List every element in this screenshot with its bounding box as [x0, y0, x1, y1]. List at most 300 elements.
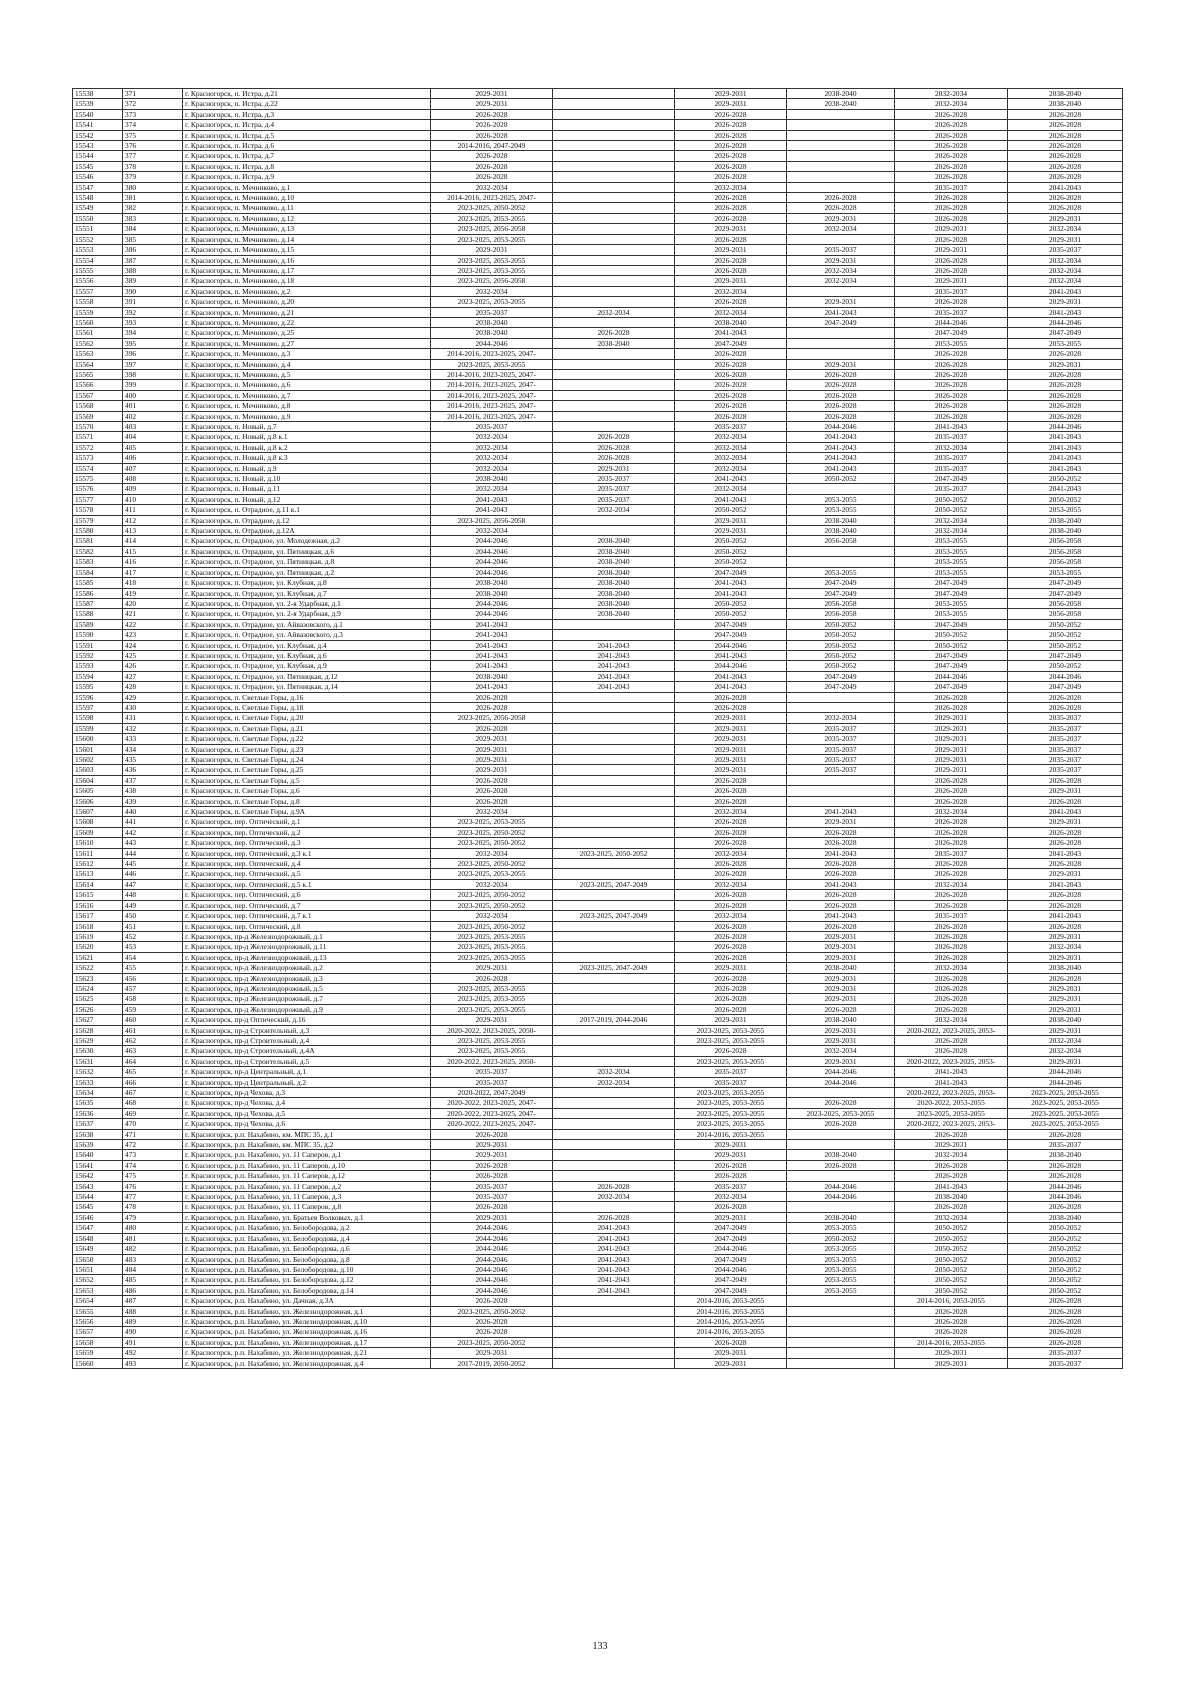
period-3-cell: 2023-2025, 2053-2055	[675, 1088, 787, 1098]
registry-number-cell: 15569	[73, 411, 123, 421]
period-5-cell: 2047-2049	[895, 661, 1008, 671]
address-cell: г. Красногорск, п. Отрадное, ул. Пятницкая, д.8	[183, 557, 431, 567]
period-3-cell: 2026-2028	[675, 900, 787, 910]
period-5-cell: 2035-2037	[895, 307, 1008, 317]
address-cell: г. Красногорск, пр-д Строительный, д.4	[183, 1035, 431, 1045]
address-cell: г. Красногорск, р.п. Нахабино, ул. Железнодорожная, д.1	[183, 1306, 431, 1316]
period-1-cell: 2023-2025, 2050-2052	[431, 203, 553, 213]
registry-number-cell: 15648	[73, 1233, 123, 1243]
period-6-cell: 2026-2028	[1008, 130, 1123, 140]
period-2-cell: 2026-2028	[553, 432, 675, 442]
registry-number-cell: 15599	[73, 723, 123, 733]
address-cell: г. Красногорск, п. Светлые Горы, д.20	[183, 713, 431, 723]
table-row	[73, 1202, 1123, 1212]
item-number-cell: 391	[123, 297, 183, 307]
period-1-cell: 2023-2025, 2053-2055	[431, 255, 553, 265]
period-5-cell: 2050-2052	[895, 1254, 1008, 1264]
registry-number-cell: 15564	[73, 359, 123, 369]
period-2-cell	[553, 297, 675, 307]
table-row	[73, 817, 1123, 827]
period-1-cell: 2035-2037	[431, 307, 553, 317]
period-3-cell: 2026-2028	[675, 796, 787, 806]
period-4-cell: 2029-2031	[787, 983, 895, 993]
period-1-cell: 2032-2034	[431, 911, 553, 921]
item-number-cell: 397	[123, 359, 183, 369]
table-row	[73, 1015, 1123, 1025]
period-4-cell: 2029-2031	[787, 931, 895, 941]
item-number-cell: 458	[123, 994, 183, 1004]
registry-number-cell: 15660	[73, 1358, 123, 1368]
address-cell: г. Красногорск, пер. Оптический, д.3 к.1	[183, 848, 431, 858]
period-3-cell: 2035-2037	[675, 1181, 787, 1191]
period-2-cell	[553, 817, 675, 827]
item-number-cell: 459	[123, 1004, 183, 1014]
table-row	[73, 723, 1123, 733]
period-2-cell	[553, 422, 675, 432]
table-row	[73, 141, 1123, 151]
period-1-cell: 2023-2025, 2053-2055	[431, 1004, 553, 1014]
period-5-cell: 2026-2028	[895, 921, 1008, 931]
period-5-cell: 2029-2031	[895, 1358, 1008, 1368]
period-6-cell: 2035-2037	[1008, 723, 1123, 733]
period-2-cell	[553, 1202, 675, 1212]
period-2-cell: 2041-2043	[553, 1264, 675, 1274]
period-1-cell: 2044-2046	[431, 1285, 553, 1295]
item-number-cell: 415	[123, 546, 183, 556]
period-4-cell: 2026-2028	[787, 380, 895, 390]
address-cell: г. Красногорск, п. Мечниково, д.9	[183, 411, 431, 421]
period-3-cell: 2047-2049	[675, 567, 787, 577]
period-3-cell: 2047-2049	[675, 630, 787, 640]
address-cell: г. Красногорск, п. Мечниково, д.15	[183, 245, 431, 255]
period-4-cell	[787, 1306, 895, 1316]
period-6-cell: 2029-2031	[1008, 817, 1123, 827]
item-number-cell: 401	[123, 401, 183, 411]
registry-number-cell: 15561	[73, 328, 123, 338]
period-4-cell: 2026-2028	[787, 890, 895, 900]
period-5-cell: 2053-2055	[895, 598, 1008, 608]
period-1-cell: 2044-2046	[431, 557, 553, 567]
period-3-cell: 2029-2031	[675, 1358, 787, 1368]
period-4-cell: 2038-2040	[787, 963, 895, 973]
period-6-cell: 2050-2052	[1008, 640, 1123, 650]
period-1-cell: 2023-2025, 2050-2052	[431, 827, 553, 837]
period-4-cell: 2026-2028	[787, 203, 895, 213]
period-1-cell: 2029-2031	[431, 744, 553, 754]
period-3-cell: 2029-2031	[675, 245, 787, 255]
period-6-cell: 2026-2028	[1008, 838, 1123, 848]
period-2-cell	[553, 807, 675, 817]
address-cell: г. Красногорск, п. Отрадное, ул. Пятницкая, д.2	[183, 567, 431, 577]
period-2-cell	[553, 359, 675, 369]
period-2-cell: 2023-2025, 2047-2049	[553, 963, 675, 973]
period-3-cell: 2026-2028	[675, 141, 787, 151]
address-cell: г. Красногорск, р.п. Нахабино, ул. Железнодорожная, д.17	[183, 1337, 431, 1347]
registry-number-cell: 15545	[73, 161, 123, 171]
period-4-cell: 2026-2028	[787, 859, 895, 869]
address-cell: г. Красногорск, п. Светлые Горы, д.9А	[183, 807, 431, 817]
period-1-cell: 2032-2034	[431, 807, 553, 817]
table-row	[73, 338, 1123, 348]
period-4-cell: 2026-2028	[787, 369, 895, 379]
table-row	[73, 359, 1123, 369]
period-2-cell	[553, 286, 675, 296]
period-1-cell: 2038-2040	[431, 671, 553, 681]
table-row	[73, 1171, 1123, 1181]
period-6-cell: 2032-2034	[1008, 224, 1123, 234]
period-6-cell: 2029-2031	[1008, 952, 1123, 962]
address-cell: г. Красногорск, р.п. Нахабино, ул. Братьев Волковых, д.1	[183, 1212, 431, 1222]
address-cell: г. Красногорск, п. Мечниково, д.16	[183, 255, 431, 265]
period-4-cell: 2032-2034	[787, 224, 895, 234]
period-5-cell: 2050-2052	[895, 630, 1008, 640]
table-row	[73, 755, 1123, 765]
schedule-table-body	[73, 89, 1123, 1369]
table-row	[73, 172, 1123, 182]
period-1-cell: 2041-2043	[431, 619, 553, 629]
period-4-cell: 2029-2031	[787, 359, 895, 369]
item-number-cell: 409	[123, 484, 183, 494]
period-1-cell: 2023-2025, 2050-2052	[431, 1337, 553, 1347]
period-3-cell: 2032-2034	[675, 182, 787, 192]
period-1-cell: 2026-2028	[431, 109, 553, 119]
period-3-cell: 2050-2052	[675, 609, 787, 619]
period-2-cell	[553, 1306, 675, 1316]
period-2-cell: 2032-2034	[553, 1192, 675, 1202]
table-row	[73, 265, 1123, 275]
registry-number-cell: 15649	[73, 1244, 123, 1254]
period-3-cell: 2026-2028	[675, 1171, 787, 1181]
period-6-cell: 2041-2043	[1008, 463, 1123, 473]
period-3-cell: 2026-2028	[675, 401, 787, 411]
registry-number-cell: 15650	[73, 1254, 123, 1264]
period-4-cell	[787, 484, 895, 494]
registry-number-cell: 15577	[73, 494, 123, 504]
table-row	[73, 401, 1123, 411]
period-4-cell: 2047-2049	[787, 588, 895, 598]
period-2-cell	[553, 245, 675, 255]
period-2-cell	[553, 151, 675, 161]
period-3-cell: 2044-2046	[675, 1264, 787, 1274]
address-cell: г. Красногорск, п. Новый, д.12	[183, 494, 431, 504]
period-2-cell: 2038-2040	[553, 557, 675, 567]
period-4-cell: 2029-2031	[787, 817, 895, 827]
period-1-cell: 2026-2028	[431, 161, 553, 171]
period-5-cell: 2050-2052	[895, 494, 1008, 504]
period-6-cell: 2026-2028	[1008, 702, 1123, 712]
registry-number-cell: 15646	[73, 1212, 123, 1222]
registry-number-cell: 15553	[73, 245, 123, 255]
period-4-cell	[787, 1327, 895, 1337]
period-4-cell: 2050-2052	[787, 640, 895, 650]
period-5-cell: 2026-2028	[895, 1327, 1008, 1337]
period-4-cell: 2044-2046	[787, 1181, 895, 1191]
period-2-cell: 2023-2025, 2047-2049	[553, 879, 675, 889]
period-1-cell: 2041-2043	[431, 494, 553, 504]
item-number-cell: 452	[123, 931, 183, 941]
period-1-cell: 2044-2046	[431, 598, 553, 608]
period-5-cell: 2050-2052	[895, 1285, 1008, 1295]
item-number-cell: 417	[123, 567, 183, 577]
period-6-cell: 2050-2052	[1008, 1285, 1123, 1295]
period-1-cell: 2023-2025, 2053-2055	[431, 952, 553, 962]
address-cell: г. Красногорск, п. Мечниково, д.2	[183, 286, 431, 296]
table-row	[73, 848, 1123, 858]
period-1-cell: 2023-2025, 2053-2055	[431, 297, 553, 307]
address-cell: г. Красногорск, п. Мечниково, д.3	[183, 349, 431, 359]
period-3-cell: 2026-2028	[675, 983, 787, 993]
item-number-cell: 481	[123, 1233, 183, 1243]
address-cell: г. Красногорск, п. Новый, д.8 к.3	[183, 453, 431, 463]
item-number-cell: 444	[123, 848, 183, 858]
period-5-cell: 2032-2034	[895, 1150, 1008, 1160]
period-6-cell: 2032-2034	[1008, 942, 1123, 952]
item-number-cell: 421	[123, 609, 183, 619]
item-number-cell: 492	[123, 1348, 183, 1358]
table-row	[73, 1254, 1123, 1264]
item-number-cell: 392	[123, 307, 183, 317]
period-5-cell: 2029-2031	[895, 276, 1008, 286]
address-cell: г. Красногорск, р.п. Нахабино, ул. Дачная, д.3А	[183, 1296, 431, 1306]
address-cell: г. Красногорск, р.п. Нахабино, ул. Белобородова, д.10	[183, 1264, 431, 1274]
table-row	[73, 297, 1123, 307]
period-4-cell: 2050-2052	[787, 650, 895, 660]
period-2-cell: 2038-2040	[553, 598, 675, 608]
period-3-cell: 2047-2049	[675, 1233, 787, 1243]
period-3-cell: 2044-2046	[675, 640, 787, 650]
address-cell: г. Красногорск, р.п. Нахабино, ул. Железнодорожная, д.10	[183, 1316, 431, 1326]
period-6-cell: 2026-2028	[1008, 172, 1123, 182]
period-4-cell	[787, 328, 895, 338]
address-cell: г. Красногорск, пер. Оптический, д.6	[183, 890, 431, 900]
registry-number-cell: 15601	[73, 744, 123, 754]
period-2-cell	[553, 1296, 675, 1306]
period-4-cell: 2044-2046	[787, 422, 895, 432]
period-4-cell	[787, 349, 895, 359]
period-1-cell: 2020-2022, 2047-2049	[431, 1088, 553, 1098]
table-row	[73, 161, 1123, 171]
period-2-cell: 2041-2043	[553, 1275, 675, 1285]
period-1-cell: 2026-2028	[431, 1160, 553, 1170]
item-number-cell: 485	[123, 1275, 183, 1285]
period-1-cell: 2029-2031	[431, 1212, 553, 1222]
item-number-cell: 411	[123, 505, 183, 515]
period-4-cell	[787, 1348, 895, 1358]
table-row	[73, 588, 1123, 598]
period-4-cell	[787, 120, 895, 130]
period-5-cell: 2026-2028	[895, 786, 1008, 796]
page-number: 133	[592, 1641, 608, 1652]
period-2-cell	[553, 890, 675, 900]
item-number-cell: 471	[123, 1129, 183, 1139]
period-4-cell: 2044-2046	[787, 1077, 895, 1087]
address-cell: г. Красногорск, п. Мечниково, д.13	[183, 224, 431, 234]
registry-number-cell: 15635	[73, 1098, 123, 1108]
table-row	[73, 1296, 1123, 1306]
period-1-cell: 2032-2034	[431, 182, 553, 192]
address-cell: г. Красногорск, п. Отрадное, ул. Молодежная, д.2	[183, 536, 431, 546]
period-6-cell: 2047-2049	[1008, 650, 1123, 660]
period-3-cell: 2029-2031	[675, 734, 787, 744]
period-1-cell: 2023-2025, 2050-2052	[431, 890, 553, 900]
period-3-cell: 2026-2028	[675, 359, 787, 369]
registry-number-cell: 15620	[73, 942, 123, 952]
period-1-cell: 2038-2040	[431, 474, 553, 484]
address-cell: г. Красногорск, пер. Оптический, д.7 к.1	[183, 911, 431, 921]
table-row	[73, 526, 1123, 536]
address-cell: г. Красногорск, п. Новый, д.7	[183, 422, 431, 432]
item-number-cell: 377	[123, 151, 183, 161]
period-4-cell	[787, 141, 895, 151]
address-cell: г. Красногорск, п. Мечниково, д.20	[183, 297, 431, 307]
registry-number-cell: 15604	[73, 775, 123, 785]
item-number-cell: 487	[123, 1296, 183, 1306]
item-number-cell: 393	[123, 317, 183, 327]
registry-number-cell: 15576	[73, 484, 123, 494]
period-5-cell: 2026-2028	[895, 359, 1008, 369]
registry-number-cell: 15622	[73, 963, 123, 973]
period-3-cell: 2047-2049	[675, 1285, 787, 1295]
period-5-cell: 2032-2034	[895, 99, 1008, 109]
registry-number-cell: 15548	[73, 193, 123, 203]
period-3-cell: 2026-2028	[675, 255, 787, 265]
period-4-cell	[787, 182, 895, 192]
registry-number-cell: 15573	[73, 453, 123, 463]
period-3-cell: 2029-2031	[675, 1348, 787, 1358]
period-1-cell: 2023-2025, 2056-2058	[431, 515, 553, 525]
period-2-cell: 2032-2034	[553, 307, 675, 317]
period-6-cell: 2026-2028	[1008, 1327, 1123, 1337]
registry-number-cell: 15641	[73, 1160, 123, 1170]
registry-number-cell: 15546	[73, 172, 123, 182]
period-1-cell: 2026-2028	[431, 702, 553, 712]
item-number-cell: 465	[123, 1067, 183, 1077]
period-3-cell: 2041-2043	[675, 578, 787, 588]
item-number-cell: 475	[123, 1171, 183, 1181]
registry-number-cell: 15630	[73, 1046, 123, 1056]
period-6-cell: 2026-2028	[1008, 349, 1123, 359]
period-1-cell: 2035-2037	[431, 1192, 553, 1202]
table-row	[73, 317, 1123, 327]
period-2-cell	[553, 869, 675, 879]
period-4-cell: 2047-2049	[787, 578, 895, 588]
address-cell: г. Красногорск, п. Мечниково, д.27	[183, 338, 431, 348]
period-1-cell: 2023-2025, 2053-2055	[431, 983, 553, 993]
item-number-cell: 478	[123, 1202, 183, 1212]
registry-number-cell: 15610	[73, 838, 123, 848]
period-5-cell: 2053-2055	[895, 546, 1008, 556]
period-3-cell: 2026-2028	[675, 203, 787, 213]
item-number-cell: 382	[123, 203, 183, 213]
period-6-cell: 2026-2028	[1008, 193, 1123, 203]
period-2-cell	[553, 99, 675, 109]
registry-number-cell: 15608	[73, 817, 123, 827]
registry-number-cell: 15590	[73, 630, 123, 640]
period-1-cell: 2014-2016, 2047-2049	[431, 141, 553, 151]
period-6-cell: 2026-2028	[1008, 411, 1123, 421]
period-5-cell: 2026-2028	[895, 942, 1008, 952]
period-3-cell: 2029-2031	[675, 1150, 787, 1160]
item-number-cell: 474	[123, 1160, 183, 1170]
address-cell: г. Красногорск, р.п. Нахабино, ул. 11 Саперов, д.10	[183, 1160, 431, 1170]
address-cell: г. Красногорск, п. Истра, д.9	[183, 172, 431, 182]
period-3-cell: 2050-2052	[675, 598, 787, 608]
registry-number-cell: 15552	[73, 234, 123, 244]
period-1-cell: 2020-2022, 2023-2025, 2047-	[431, 1119, 553, 1129]
period-2-cell: 2032-2034	[553, 505, 675, 515]
table-row	[73, 1275, 1123, 1285]
registry-number-cell: 15658	[73, 1337, 123, 1347]
item-number-cell: 437	[123, 775, 183, 785]
item-number-cell: 456	[123, 973, 183, 983]
registry-number-cell: 15657	[73, 1327, 123, 1337]
period-5-cell: 2026-2028	[895, 130, 1008, 140]
period-5-cell: 2047-2049	[895, 650, 1008, 660]
item-number-cell: 450	[123, 911, 183, 921]
period-3-cell: 2026-2028	[675, 193, 787, 203]
registry-number-cell: 15567	[73, 390, 123, 400]
period-5-cell: 2050-2052	[895, 640, 1008, 650]
period-2-cell	[553, 952, 675, 962]
period-6-cell: 2041-2043	[1008, 442, 1123, 452]
period-6-cell: 2041-2043	[1008, 848, 1123, 858]
item-number-cell: 473	[123, 1150, 183, 1160]
table-row	[73, 911, 1123, 921]
table-row	[73, 1150, 1123, 1160]
registry-number-cell: 15540	[73, 109, 123, 119]
period-6-cell: 2047-2049	[1008, 328, 1123, 338]
period-2-cell	[553, 630, 675, 640]
item-number-cell: 455	[123, 963, 183, 973]
period-6-cell: 2026-2028	[1008, 1316, 1123, 1326]
address-cell: г. Красногорск, пр-д Железнодорожный, д.2	[183, 963, 431, 973]
address-cell: г. Красногорск, пр-д Строительный, д.3	[183, 1025, 431, 1035]
table-row	[73, 1046, 1123, 1056]
period-1-cell: 2029-2031	[431, 89, 553, 99]
period-2-cell	[553, 276, 675, 286]
period-6-cell: 2032-2034	[1008, 255, 1123, 265]
period-1-cell: 2020-2022, 2023-2025, 2047-	[431, 1098, 553, 1108]
item-number-cell: 472	[123, 1140, 183, 1150]
period-6-cell: 2029-2031	[1008, 1056, 1123, 1066]
period-5-cell: 2029-2031	[895, 224, 1008, 234]
period-6-cell: 2032-2034	[1008, 1046, 1123, 1056]
table-row	[73, 245, 1123, 255]
period-1-cell: 2032-2034	[431, 848, 553, 858]
item-number-cell: 467	[123, 1088, 183, 1098]
item-number-cell: 442	[123, 827, 183, 837]
item-number-cell: 434	[123, 744, 183, 754]
period-6-cell: 2029-2031	[1008, 994, 1123, 1004]
table-row	[73, 1348, 1123, 1358]
registry-number-cell: 15593	[73, 661, 123, 671]
item-number-cell: 488	[123, 1306, 183, 1316]
period-3-cell: 2032-2034	[675, 879, 787, 889]
period-3-cell: 2029-2031	[675, 755, 787, 765]
item-number-cell: 400	[123, 390, 183, 400]
period-1-cell: 2023-2025, 2056-2058	[431, 713, 553, 723]
period-3-cell: 2029-2031	[675, 1212, 787, 1222]
period-5-cell: 2026-2028	[895, 380, 1008, 390]
period-4-cell	[787, 775, 895, 785]
address-cell: г. Красногорск, пер. Оптический, д.3	[183, 838, 431, 848]
item-number-cell: 462	[123, 1035, 183, 1045]
table-row	[73, 1264, 1123, 1274]
period-2-cell	[553, 1337, 675, 1347]
address-cell: г. Красногорск, п. Отрадное, ул. Айвазовского, д.1	[183, 619, 431, 629]
period-3-cell: 2029-2031	[675, 99, 787, 109]
table-row	[73, 609, 1123, 619]
